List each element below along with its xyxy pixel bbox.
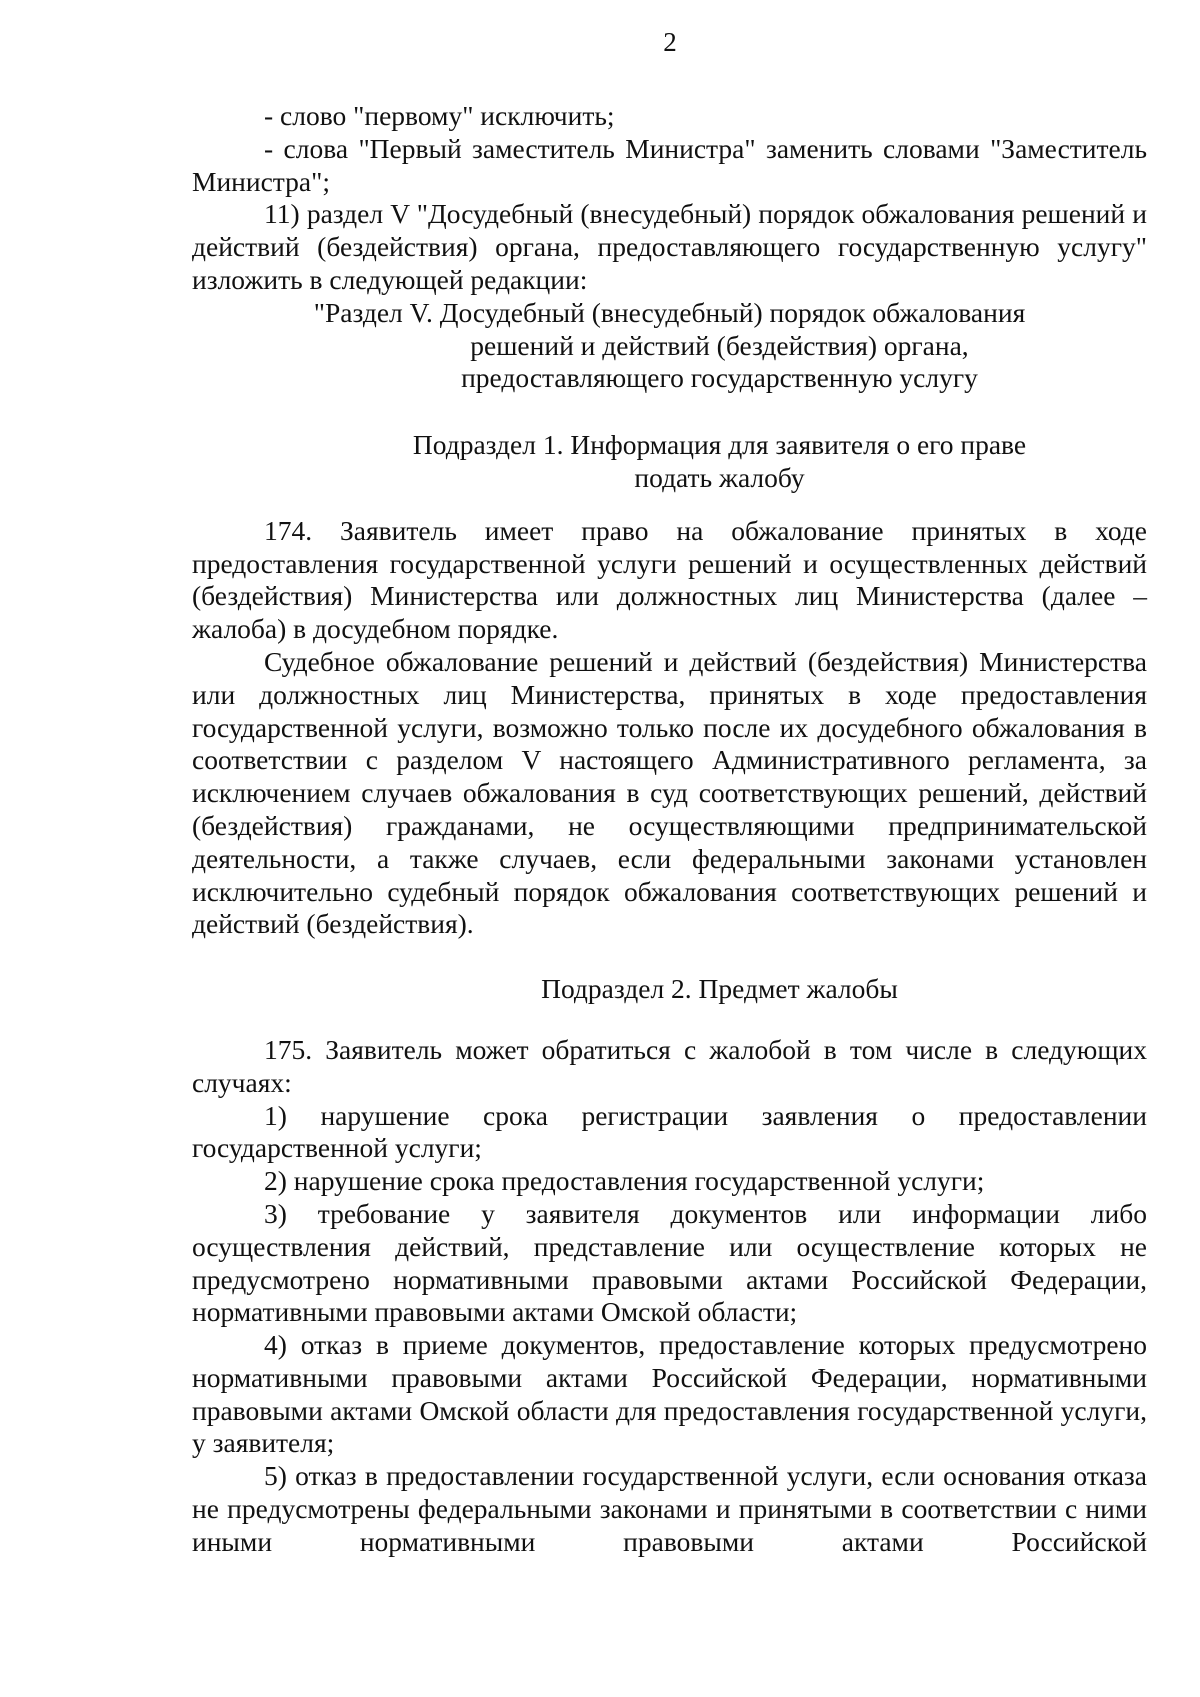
paragraph-174: 174. Заявитель имеет право на обжалование принятых в ходе предоставления государственной услуги решений и осуществленных действий (бездействия) Министерства или должностных лиц Министерства (далее – жалоба) в досудебном порядке. <box>192 514 1147 645</box>
spacer <box>192 1006 1147 1034</box>
spacer <box>192 941 1147 973</box>
subsection-1-heading <box>192 429 1147 495</box>
list-item-1: 1) нарушение срока регистрации заявления о предоставлении государственной услуги; <box>192 1099 1147 1164</box>
subsection-2-heading: Подраздел 2. Предмет жалобы <box>541 973 898 1005</box>
paragraph-175: 175. Заявитель может обратиться с жалобой в том числе в следующих случаях: <box>192 1033 1147 1098</box>
paragraph-replace-words: - слова "Первый заместитель Министра" заменить словами "Заместитель Министра"; <box>192 132 1147 197</box>
paragraph-section-v-amendment: 11) раздел V "Досудебный (внесудебный) порядок обжалования решений и действий (бездействия) органа, предоставляющего государственную услугу" изложить в следующей редакции: <box>192 198 1147 295</box>
list-item-2: 2) нарушение срока предоставления государственной услуги; <box>264 1165 985 1197</box>
document-body <box>192 100 1147 1559</box>
section-heading <box>192 297 1147 395</box>
list-item-5: 5) отказ в предоставлении государственной услуги, если основания отказа не предусмотрены федеральными законами и принятыми в соответствии с ними иными нормативными правовыми актами Российской <box>192 1460 1147 1557</box>
spacer <box>192 495 1147 515</box>
list-item-4: 4) отказ в приеме документов, предоставление которых предусмотрено нормативными правовыми актами Российской Федерации, нормативными правовыми актами Омской области для предоставления государственной услуги, у заявителя; <box>192 1329 1147 1459</box>
section-heading-line: "Раздел V. Досудебный (внесудебный) порядок обжалования <box>313 296 1026 328</box>
section-heading-line: предоставляющего государственную услугу <box>461 362 978 394</box>
spacer <box>192 395 1147 429</box>
subsection-heading-line: подать жалобу <box>634 461 805 493</box>
list-item-3: 3) требование у заявителя документов или информации либо осуществления действий, представление или осуществление которых не предусмотрено нормативными правовыми актами Российской Федерации, нормативными правовыми актами Омской области; <box>192 1197 1147 1328</box>
paragraph-remove-word: - слово "первому" исключить; <box>264 100 615 131</box>
subsection-heading-line: Подраздел 1. Информация для заявителя о его праве <box>412 429 1027 461</box>
section-heading-line: решений и действий (бездействия) органа, <box>470 329 969 361</box>
paragraph-judicial-appeal: Судебное обжалование решений и действий (бездействия) Министерства или должностных лиц Министерства, принятых в ходе предоставления государственной услуги, возможно только после их досудебного обжалования в соответствии с разделом V настоящего Административного регламента, за исключением случаев обжалования в суд соответствующих решений, действий (бездействия) гражданами, не осуществляющими предпринимательской деятельности, а также случаев, если федеральными законами установлен исключительно судебный порядок обжалования соответствующих решений и действий (бездействия). <box>192 645 1147 940</box>
page-number: 2 <box>663 27 677 57</box>
